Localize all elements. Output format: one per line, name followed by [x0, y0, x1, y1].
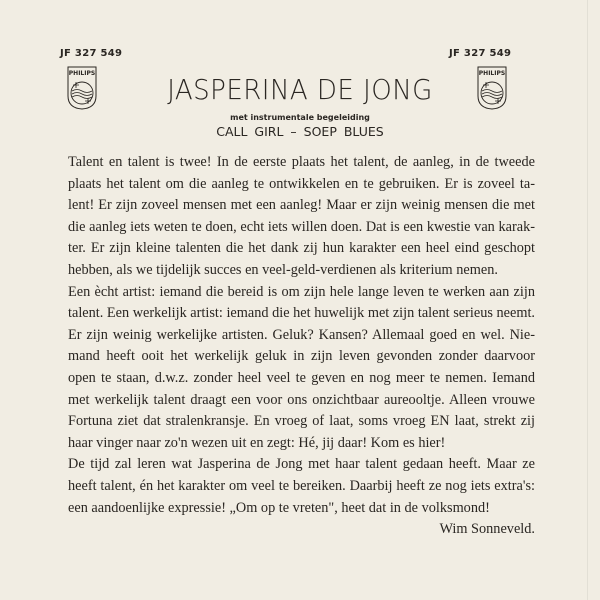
subtitle: met instrumentale begeleiding [230, 113, 370, 122]
liner-notes [68, 152, 535, 519]
text-line: een aandoenlijke expressie! „Om op te vreten", heet dat in de volksmond! [68, 499, 490, 516]
catalog-number-right: JF 327 549 [449, 48, 512, 59]
text-line: die aanleg iets weten te doen, echt iets willen doen. Dat is een kwestie van karak- [68, 218, 535, 235]
text-line: talent. Een werkelijk artist: iemand die het huwelijk met zijn talent serieus neemt. [68, 305, 535, 322]
signature-block [68, 519, 535, 541]
catalog-number-left: JF 327 549 [60, 48, 123, 59]
svg-text:PHILIPS: PHILIPS [68, 70, 96, 77]
text-line: lent! Er zijn zoveel mensen met een aanleg! Maar er zijn weinig mensen die met [68, 197, 535, 214]
text-line: heeft talent, én het karakter om veel te bereiken. Daarbij heeft ze nog iets extra's: [68, 477, 535, 494]
song-titles: CALL GIRL – SOEP BLUES [216, 124, 384, 139]
text-line: open te staan, d.w.z. zonder heel veel te geven en nog meer te nemen. Iemand [68, 369, 535, 386]
text-line: plaats het talent om die aanleg te ontwikkelen en te gebruiken. Er is zoveel ta- [68, 175, 535, 192]
text-line: haar vinger naar zo'n wezen uit en zegt: Hé, jij daar! Kom es hier! [68, 434, 446, 451]
sleeve-crease [587, 0, 588, 600]
text-line: Er zijn weinig werkelijke artisten. Geluk? Kansen? Allemaal goed en wel. Nie- [68, 326, 535, 343]
text-line: ter. Er zijn kleine talenten die het dank zij hun karakter een heel eind geschopt [68, 240, 535, 257]
svg-text:PHILIPS: PHILIPS [478, 70, 506, 77]
text-line: Fortuna ziet dat stralenkransje. En vroeg of laat, soms vroeg EN laat, strekt zij [68, 413, 535, 430]
text-line: mand heeft ooit het werkelijk geluk in zijn leven gevonden zonder daarvoor [68, 348, 535, 365]
text-line: Talent en talent is twee! In de eerste plaats het talent, de aanleg, in de tweede [68, 154, 535, 170]
text-line: hebben, als we tijdelijk succes en veel-geld-verdienen als kriterium nemen. [68, 261, 498, 278]
text-line: Een ècht artist: iemand die bereid is om zijn hele lange leven te werken aan zijn [68, 283, 535, 300]
artist-title: JASPERINA DE JONG [167, 73, 433, 106]
signature: Wim Sonneveld. [439, 521, 535, 537]
text-line: met werkelijk talent draagt een voor ons onzichtbaar aureooltje. Alleen vrouwe [68, 391, 535, 408]
text-line: De tijd zal leren wat Jasperina de Jong met haar talent gedaan heeft. Maar ze [68, 456, 535, 473]
